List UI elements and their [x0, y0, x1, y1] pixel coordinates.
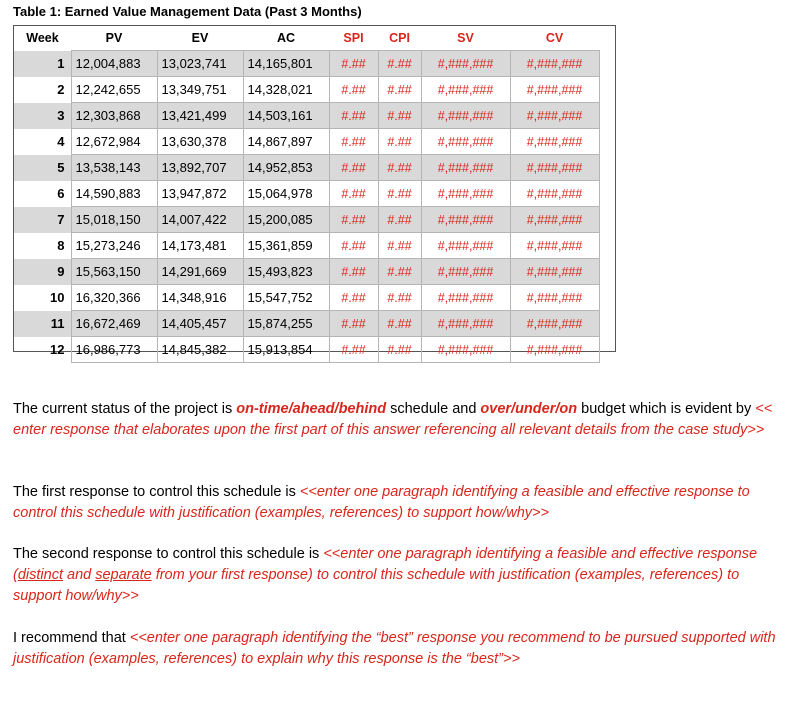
cell-spi: #.## [329, 259, 378, 285]
cell-ac: 15,200,085 [243, 207, 329, 233]
cell-week: 7 [14, 207, 71, 233]
cell-cpi: #.## [378, 103, 421, 129]
cell-sv: #,###,### [421, 155, 510, 181]
cell-sv: #,###,### [421, 233, 510, 259]
cell-cv: #,###,### [510, 337, 599, 363]
cell-sv: #,###,### [421, 181, 510, 207]
cell-ev: 13,892,707 [157, 155, 243, 181]
p3-text-a: The second response to control this schedule is [13, 546, 324, 562]
cell-cv: #,###,### [510, 181, 599, 207]
cell-ac: 14,867,897 [243, 129, 329, 155]
cell-ev: 13,023,741 [157, 51, 243, 77]
cell-cv: #,###,### [510, 311, 599, 337]
p2-text-a: The first response to control this schedule is [13, 484, 300, 500]
cell-cpi: #.## [378, 181, 421, 207]
cell-spi: #.## [329, 311, 378, 337]
cell-cpi: #.## [378, 233, 421, 259]
cell-pv: 16,986,773 [71, 337, 157, 363]
cell-sv: #,###,### [421, 311, 510, 337]
cell-spi: #.## [329, 155, 378, 181]
cell-pv: 12,303,868 [71, 103, 157, 129]
cell-spi: #.## [329, 103, 378, 129]
cell-spi: #.## [329, 233, 378, 259]
cell-ac: 14,503,161 [243, 103, 329, 129]
cell-ev: 14,007,422 [157, 207, 243, 233]
cell-cpi: #.## [378, 337, 421, 363]
header-sv: SV [457, 31, 474, 45]
cell-pv: 15,563,150 [71, 259, 157, 285]
cell-week: 6 [57, 186, 65, 201]
recommendation-paragraph [13, 628, 783, 670]
cell-week: 10 [50, 290, 65, 305]
cell-sv: #,###,### [421, 207, 510, 233]
cell-pv: 13,538,143 [71, 155, 157, 181]
cell-cv: #,###,### [510, 285, 599, 311]
cell-spi: #.## [329, 285, 378, 311]
p1-text-e: budget which is evident by [577, 401, 756, 417]
table-row [14, 103, 599, 129]
header-ac: AC [276, 31, 296, 45]
table-row [14, 51, 599, 77]
table-row [14, 233, 599, 259]
cell-week: 5 [14, 155, 71, 181]
cell-ac: 15,064,978 [243, 181, 329, 207]
cell-pv: 12,242,655 [71, 77, 157, 103]
evm-table [13, 25, 616, 357]
cell-ev: 13,630,378 [157, 129, 243, 155]
table-row [14, 311, 599, 337]
cell-pv: 16,320,366 [71, 285, 157, 311]
cell-ev: 14,173,481 [157, 233, 243, 259]
p2-placeholder: <<enter one paragraph identifying a feasible and effective response to control this schedule with justification (examples, references) to support how/why>> [13, 484, 750, 521]
cell-cpi: #.## [378, 155, 421, 181]
cell-pv: 12,672,984 [71, 129, 157, 155]
p1-schedule-choice: on-time/ahead/behind [236, 401, 387, 417]
cell-cpi: #.## [378, 207, 421, 233]
cell-ac: 14,952,853 [243, 155, 329, 181]
cell-ac: 14,328,021 [243, 77, 329, 103]
p3-separate: separate [95, 567, 152, 583]
cell-cv: #,###,### [510, 233, 599, 259]
table-row [14, 259, 599, 285]
cell-ev: 14,405,457 [157, 311, 243, 337]
cell-week: 3 [14, 103, 71, 129]
cell-sv: #,###,### [421, 129, 510, 155]
cell-ac: 15,874,255 [243, 311, 329, 337]
cell-sv: #,###,### [421, 337, 510, 363]
table-row [14, 77, 599, 103]
cell-spi: #.## [329, 337, 378, 363]
cell-cpi: #.## [378, 259, 421, 285]
cell-week: 2 [57, 82, 65, 97]
table-row [14, 155, 599, 181]
header-pv: PV [105, 31, 123, 45]
cell-sv: #,###,### [421, 51, 510, 77]
table-caption: Table 1: Earned Value Management Data (Past 3 Months) [13, 4, 362, 19]
cell-ac: 15,913,854 [243, 337, 329, 363]
cell-cv: #,###,### [510, 207, 599, 233]
cell-ev: 14,348,916 [157, 285, 243, 311]
cell-spi: #.## [329, 51, 378, 77]
cell-ev: 13,349,751 [157, 77, 243, 103]
cell-cpi: #.## [378, 285, 421, 311]
cell-spi: #.## [329, 129, 378, 155]
table-row [14, 337, 599, 363]
p1-text-a: The current status of the project is [13, 401, 237, 417]
p3-placeholder-c: from your first response) to control this schedule with justification (examples, references) to support how/why>> [13, 567, 740, 604]
p4-text-a: I recommend that [13, 630, 130, 646]
cell-spi: #.## [329, 181, 378, 207]
cell-ac: 14,165,801 [243, 51, 329, 77]
cell-cv: #,###,### [510, 129, 599, 155]
cell-ac: 15,547,752 [243, 285, 329, 311]
p3-distinct: distinct [17, 567, 63, 583]
table-header-row [14, 26, 599, 51]
cell-cpi: #.## [378, 129, 421, 155]
status-paragraph [13, 399, 783, 441]
cell-cpi: #.## [378, 311, 421, 337]
cell-pv: 16,672,469 [71, 311, 157, 337]
cell-cv: #,###,### [510, 155, 599, 181]
cell-pv: 15,018,150 [71, 207, 157, 233]
p1-budget-choice: over/under/on [480, 401, 578, 417]
cell-sv: #,###,### [421, 285, 510, 311]
cell-cpi: #.## [378, 77, 421, 103]
cell-spi: #.## [329, 77, 378, 103]
header-ev: EV [191, 31, 209, 45]
cell-ev: 14,845,382 [157, 337, 243, 363]
table-row [14, 181, 599, 207]
table-row [14, 207, 599, 233]
cell-sv: #,###,### [421, 259, 510, 285]
first-response-paragraph [13, 482, 783, 524]
p3-placeholder-a: <<enter one paragraph identifying a feasible and effective response ( [13, 546, 758, 583]
p1-text-c: schedule and [386, 401, 481, 417]
cell-pv: 15,273,246 [71, 233, 157, 259]
cell-week: 9 [14, 259, 71, 285]
cell-cpi: #.## [378, 51, 421, 77]
cell-cv: #,###,### [510, 103, 599, 129]
cell-pv: 12,004,883 [71, 51, 157, 77]
cell-cv: #,###,### [510, 77, 599, 103]
cell-ac: 15,493,823 [243, 259, 329, 285]
cell-sv: #,###,### [421, 103, 510, 129]
cell-week: 8 [57, 238, 65, 253]
cell-week: 12 [50, 342, 65, 357]
cell-ev: 13,947,872 [157, 181, 243, 207]
header-week: Week [26, 31, 59, 46]
cell-week: 4 [57, 134, 65, 149]
table-row [14, 129, 599, 155]
cell-pv: 14,590,883 [71, 181, 157, 207]
cell-spi: #.## [329, 207, 378, 233]
header-spi: SPI [343, 31, 364, 45]
p3-placeholder-b: and [62, 567, 96, 583]
second-response-paragraph [13, 544, 783, 607]
evm-table-grid [14, 26, 600, 363]
cell-week: 1 [14, 51, 71, 77]
cell-sv: #,###,### [421, 77, 510, 103]
p4-placeholder: <<enter one paragraph identifying the “best” response you recommend to be pursued supported with justification (examples, references) to explain why this response is the “best”>> [13, 630, 776, 667]
cell-week: 11 [14, 311, 71, 337]
table-row [14, 285, 599, 311]
cell-ev: 13,421,499 [157, 103, 243, 129]
header-cpi: CPI [389, 31, 410, 45]
header-cv: CV [545, 31, 564, 45]
cell-ev: 14,291,669 [157, 259, 243, 285]
cell-cv: #,###,### [510, 51, 599, 77]
cell-cv: #,###,### [510, 259, 599, 285]
cell-ac: 15,361,859 [243, 233, 329, 259]
p1-placeholder: << enter response that elaborates upon the first part of this answer referencing all relevant details from the case study>> [13, 401, 773, 438]
